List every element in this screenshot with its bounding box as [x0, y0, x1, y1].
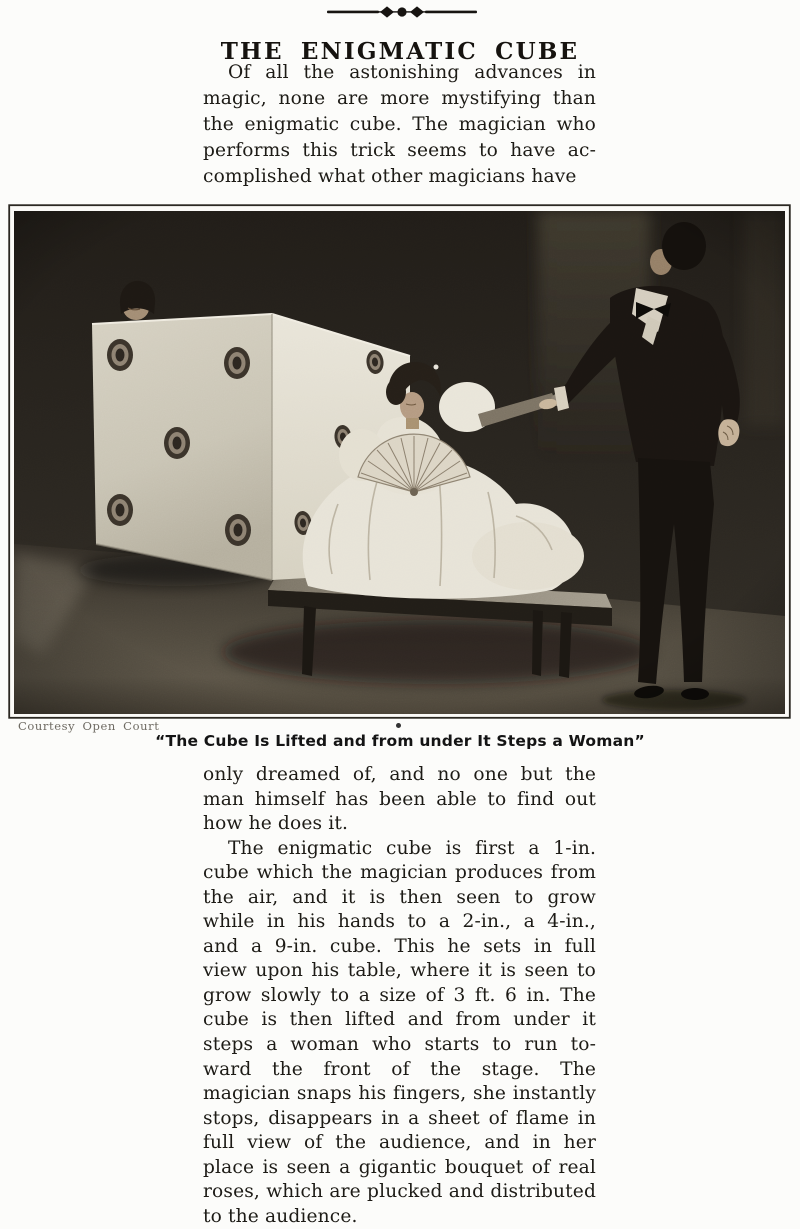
text-line: cube is then lifted and from under it [203, 1009, 596, 1031]
text-line: steps a woman who starts to run to- [203, 1034, 596, 1056]
film-grain [14, 211, 785, 714]
text-line: performs this trick seems to have ac- [203, 139, 596, 161]
dot-glyph [397, 7, 406, 16]
text-line: the enigmatic cube. The magician who [203, 113, 596, 135]
text-line: view upon his table, where it is seen to [203, 960, 596, 982]
body-paragraph-continuation [203, 763, 596, 837]
text-line: stops, disappears in a sheet of flame in [203, 1107, 596, 1129]
text-line: full view of the audience, and in her [203, 1132, 596, 1154]
text-line: ward the front of the stage. The [203, 1058, 596, 1080]
text-line: cube which the magician produces from [203, 862, 596, 884]
photo-caption: “The Cube Is Lifted and from under It Steps a Woman” [155, 732, 645, 750]
decorative-rule [327, 5, 477, 19]
text-line: complished what other magicians have [203, 165, 577, 187]
photo-credit: Courtesy Open Court [18, 719, 160, 733]
photo-illustration [8, 204, 791, 719]
body-paragraph-2 [203, 837, 596, 1229]
text-line: how he does it. [203, 813, 349, 835]
text-line: roses, which are plucked and distributed [203, 1181, 596, 1203]
text-line: Of all the astonishing advances in [228, 62, 596, 83]
page-title: THE ENIGMATIC CUBE [220, 38, 580, 66]
text-line: magician snaps his fingers, she instantly [203, 1083, 596, 1105]
diamond-glyph [410, 6, 424, 17]
text-line: and a 9-in. cube. This he sets in full [203, 935, 596, 957]
lower-text-column [203, 763, 596, 1229]
text-line: magic, none are more mystifying than [203, 87, 596, 109]
text-line: place is seen a gigantic bouquet of real [203, 1156, 596, 1178]
intro-paragraph [203, 60, 596, 189]
text-line: the air, and it is then seen to grow [203, 886, 596, 908]
photo-figure [8, 204, 791, 719]
text-line: while in his hands to a 2-in., a 4-in., [203, 911, 596, 933]
text-line: The enigmatic cube is first a 1-in. [228, 837, 596, 859]
diamond-glyph [380, 6, 394, 17]
text-line: only dreamed of, and no one but the [203, 764, 596, 785]
text-line: to the audience. [203, 1205, 358, 1227]
print-speck [396, 723, 401, 728]
text-line: grow slowly to a size of 3 ft. 6 in. The [203, 984, 596, 1006]
text-line: man himself has been able to find out [203, 788, 596, 810]
